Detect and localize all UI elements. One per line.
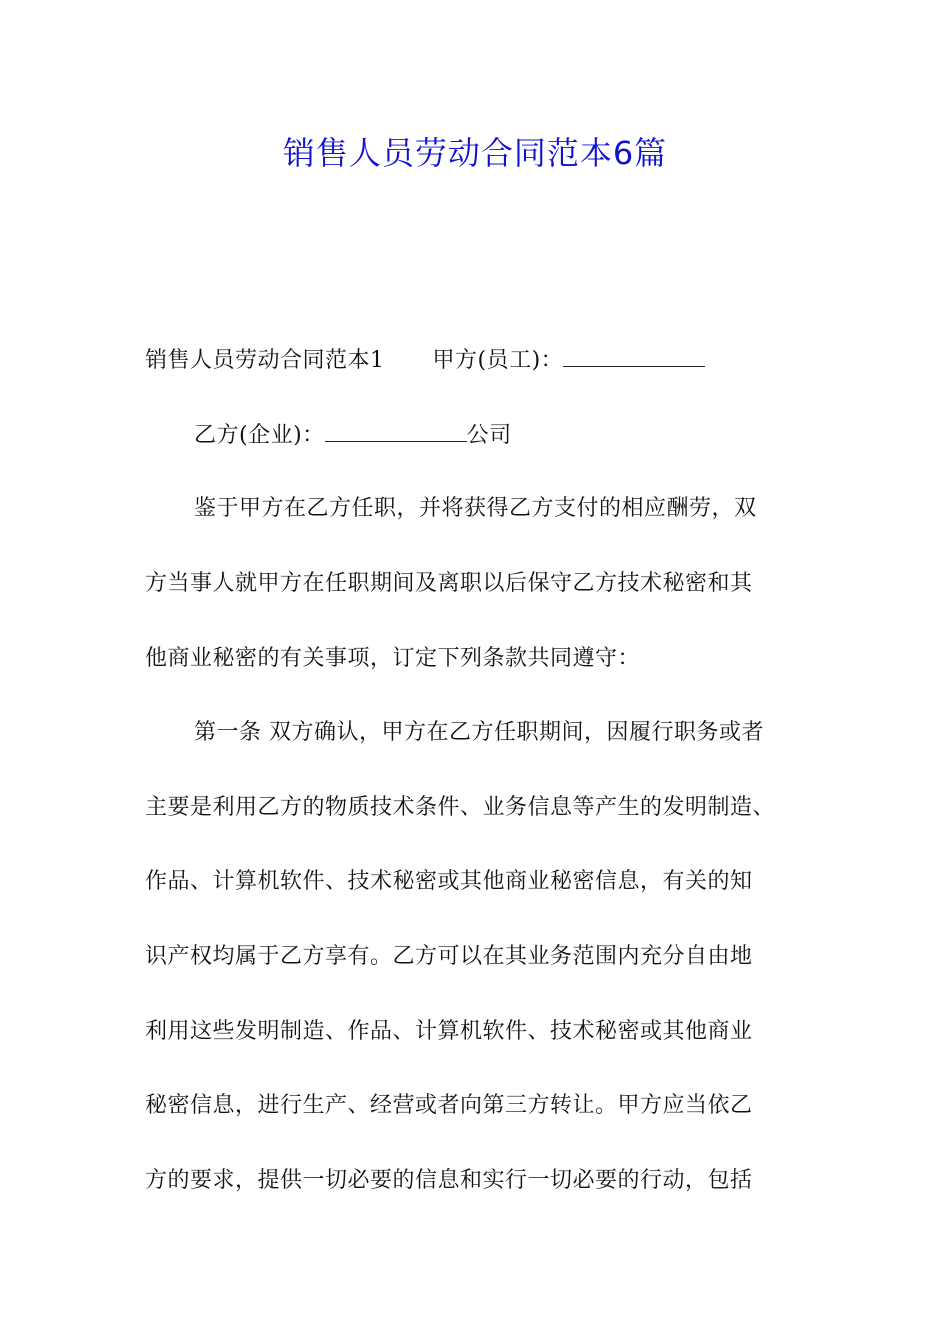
section-label: 销售人员劳动合同范本1 xyxy=(145,348,385,373)
document-title: 销售人员劳动合同范本6篇 xyxy=(282,134,668,172)
body-line: 秘密信息，进行生产、经营或者向第三方转让。甲方应当依乙 xyxy=(145,1093,753,1118)
party-a-label: 甲方(员工)： xyxy=(432,348,564,373)
body-line: 方的要求，提供一切必要的信息和实行一切必要的行动，包括 xyxy=(145,1168,753,1193)
body-line: 方当事人就甲方在任职期间及离职以后保守乙方技术秘密和其 xyxy=(145,571,753,596)
party-b-line xyxy=(194,421,512,451)
party-b-blank xyxy=(325,423,467,442)
heading-line xyxy=(145,346,705,376)
party-a-blank xyxy=(563,348,705,367)
body-line: 作品、计算机软件、技术秘密或其他商业秘密信息，有关的知 xyxy=(145,869,753,894)
body-line: 识产权均属于乙方享有。乙方可以在其业务范围内充分自由地 xyxy=(145,944,753,969)
body-line: 第一条 双方确认，甲方在乙方任职期间，因履行职务或者 xyxy=(194,720,764,745)
body-line: 他商业秘密的有关事项，订定下列条款共同遵守： xyxy=(145,646,641,671)
party-b-suffix: 公司 xyxy=(466,423,512,448)
body-line: 主要是利用乙方的物质技术条件、业务信息等产生的发明制造、 xyxy=(145,795,776,820)
body-line: 利用这些发明制造、作品、计算机软件、技术秘密或其他商业 xyxy=(145,1019,753,1044)
body-line: 鉴于甲方在乙方任职，并将获得乙方支付的相应酬劳，双 xyxy=(194,496,757,521)
party-b-label: 乙方(企业)： xyxy=(194,423,325,448)
